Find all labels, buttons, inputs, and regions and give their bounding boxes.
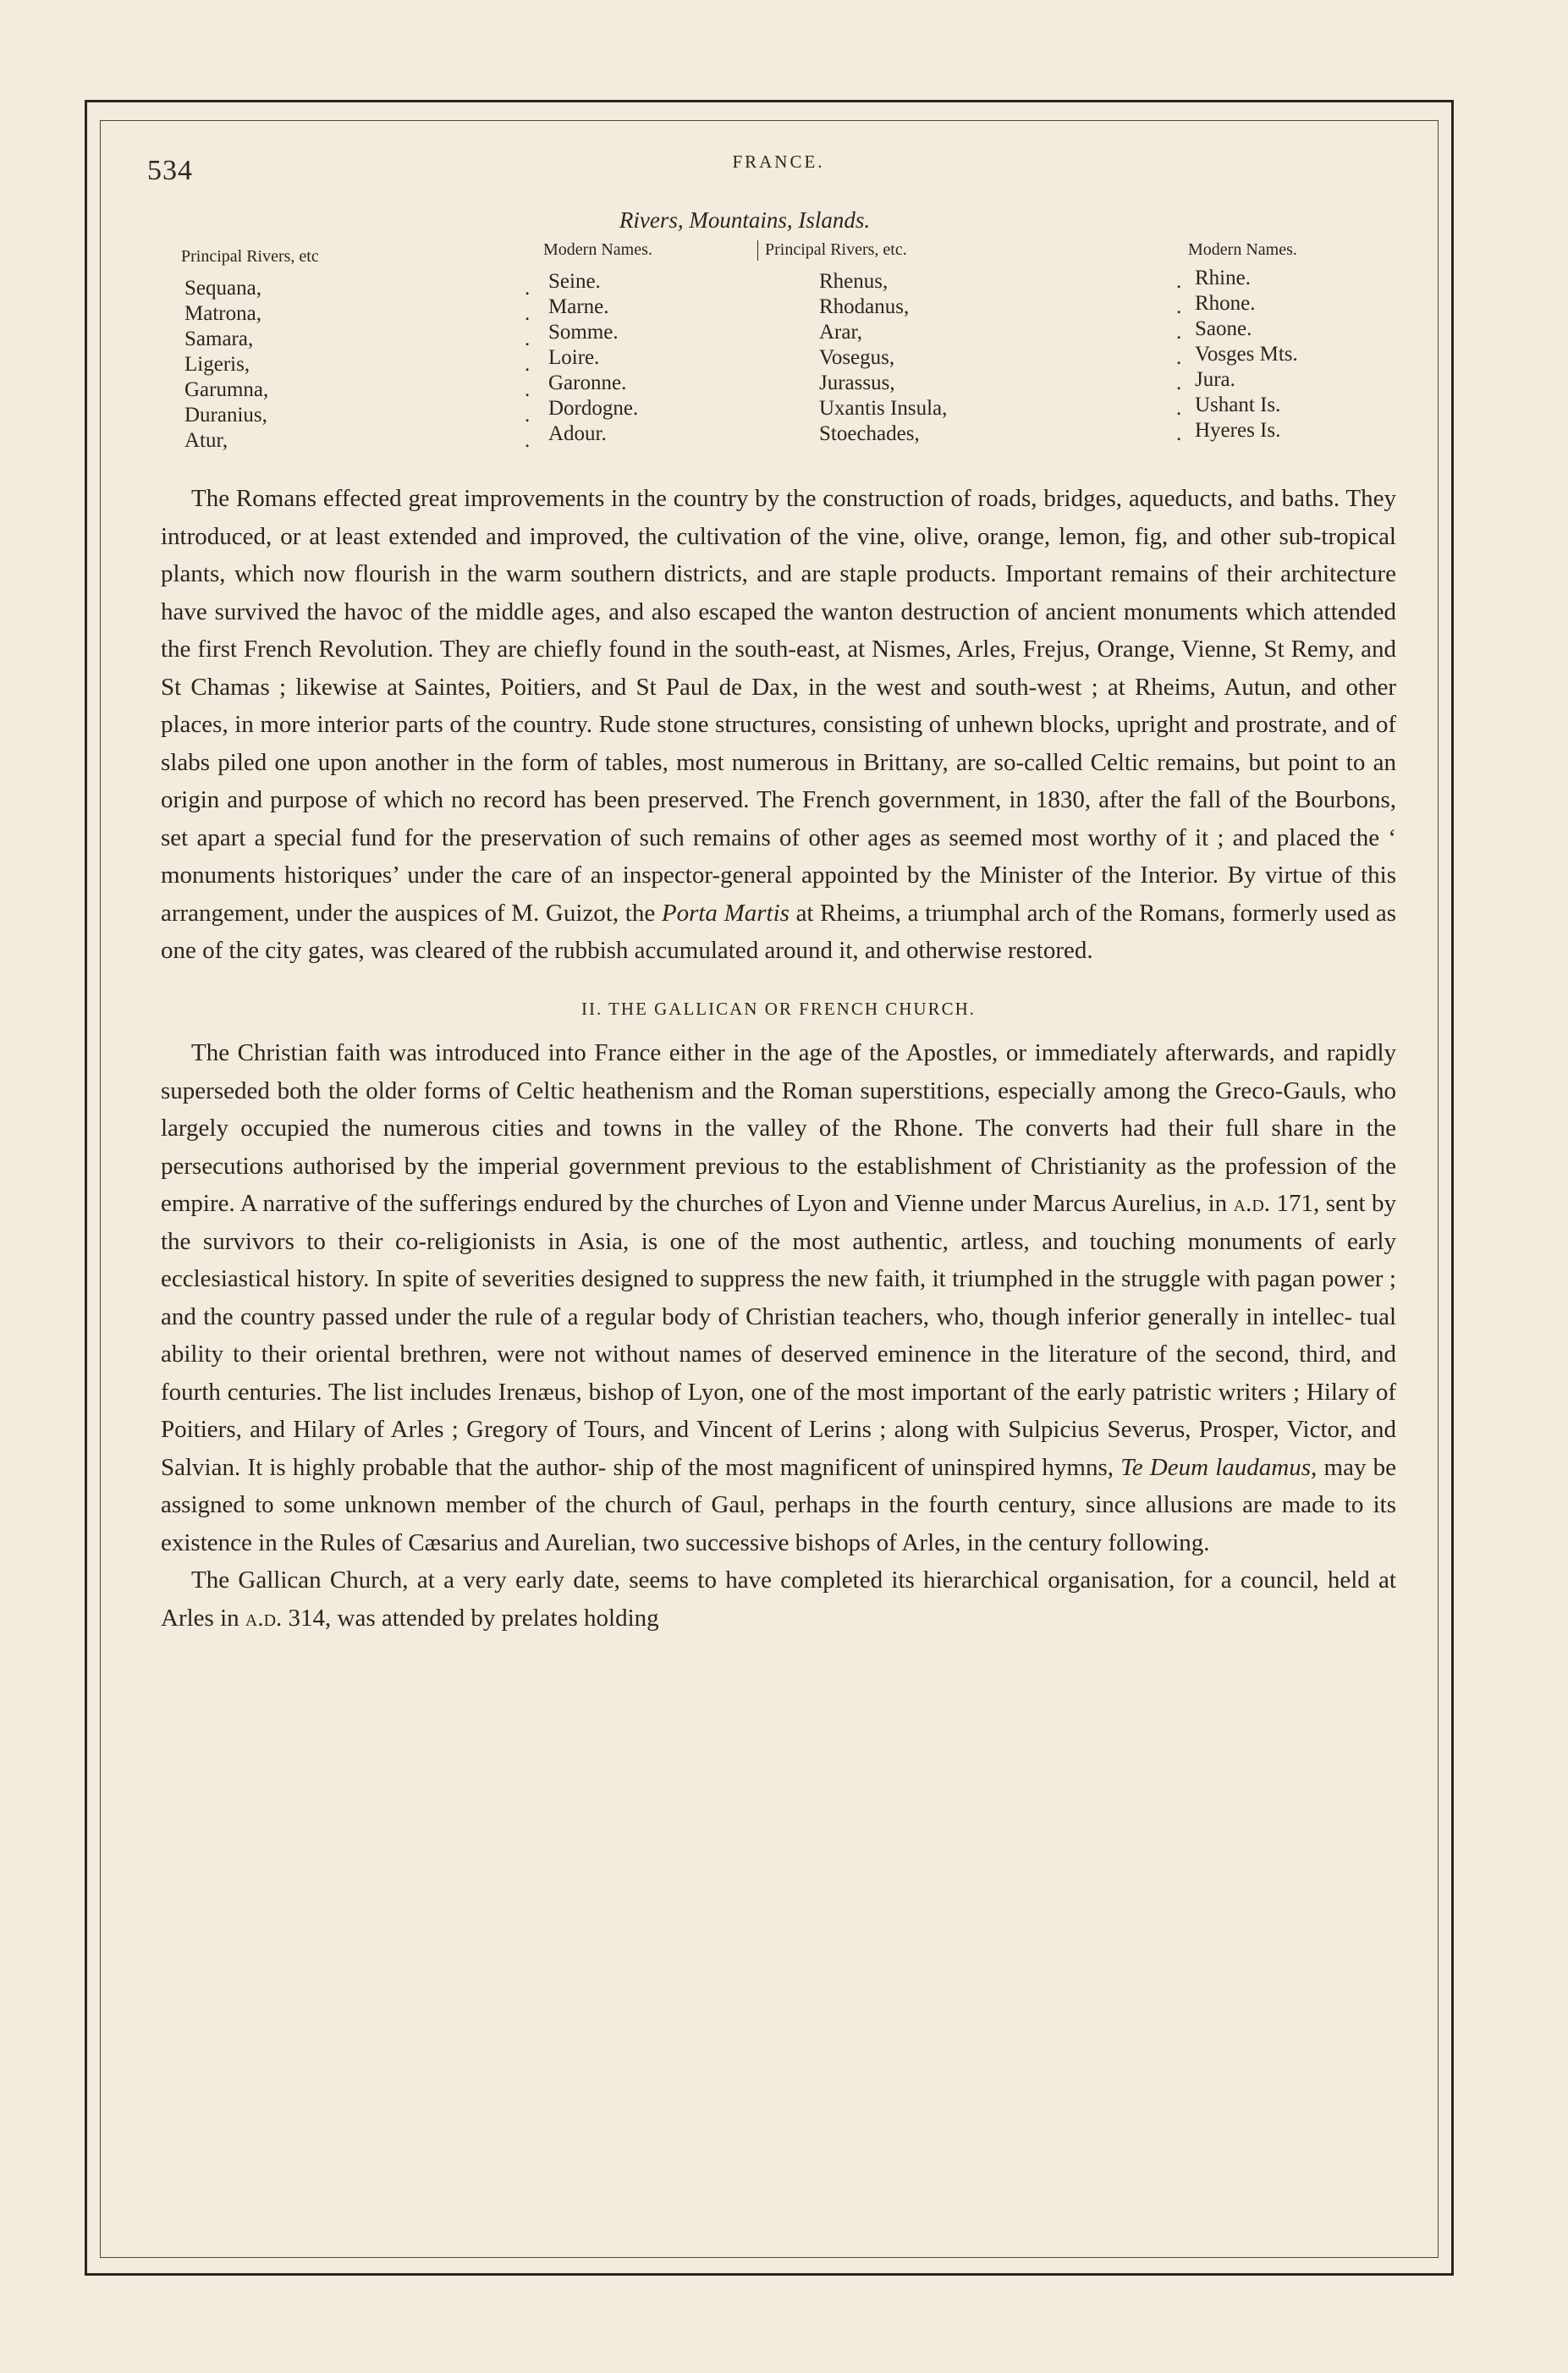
right-rivers-head: Principal Rivers, etc.: [765, 240, 907, 259]
paragraph-text: 314, was attended by prelates holding: [288, 1604, 659, 1632]
right-modern-name: Jura.: [1195, 368, 1235, 391]
paragraph-text: The Christian faith was introduced into France either in the age of the Apostles, or immediately afterwards, and rapidly superseded both the older forms of Celtic heathenism and the Roman superstitions, especially among the Greco-Gauls, who largely occupied the numerous cities and towns in the valley of the Rhone. The converts had their full share in the persecutions authorised by the imperial government previous to the establishment of Christianity as the profession of the empire. A narrative of the sufferings endured by the churches of Lyon and Vienne under Marcus Aurelius, in: [161, 1039, 1396, 1217]
left-rivers-list: [184, 276, 268, 454]
left-modern-name: Loire.: [548, 346, 600, 369]
leader-dot: .: [1176, 321, 1182, 344]
left-modern-name: Dordogne.: [548, 397, 639, 420]
column-divider: [757, 240, 758, 261]
paragraph-text: at Rheims, a triumphal arch of the Romans, formerly used as one of the city gates, was cleared of the rubbish accumulated around it, and otherwise restored.: [161, 899, 1397, 964]
right-river: Vosegus,: [819, 346, 895, 369]
leader-dot: .: [1176, 372, 1182, 394]
leader-dot: .: [525, 404, 531, 427]
paragraph-roman-remains: [161, 480, 1396, 970]
running-head: FRANCE.: [732, 151, 825, 172]
left-river: Atur,: [184, 429, 228, 452]
leader-dot: .: [525, 302, 531, 325]
right-modern-head: Modern Names.: [1188, 240, 1297, 259]
left-modern-head: Modern Names.: [543, 240, 652, 259]
right-modern-list: [1195, 266, 1298, 443]
left-river: Matrona,: [184, 302, 261, 325]
right-river: Rhodanus,: [819, 295, 910, 318]
left-modern-name: Somme.: [548, 321, 619, 344]
right-modern-name: Saone.: [1195, 317, 1252, 340]
left-rivers-head: Principal Rivers, etc: [181, 247, 319, 266]
left-river: Ligeris,: [184, 353, 250, 376]
leader-dot: .: [1176, 346, 1182, 369]
leader-dot: .: [525, 378, 531, 401]
table-title: Rivers, Mountains, Islands.: [619, 207, 871, 233]
right-modern-name: Ushant Is.: [1195, 394, 1281, 416]
page-header: [147, 148, 1396, 189]
right-river: Jurassus,: [819, 372, 895, 394]
leader-dot: .: [1176, 397, 1182, 420]
right-modern-name: Rhine.: [1195, 267, 1251, 289]
right-dots-list: [1176, 269, 1181, 447]
right-river: Rhenus,: [819, 270, 889, 293]
leader-dot: .: [525, 277, 531, 300]
right-river: Stoechades,: [819, 422, 920, 445]
left-modern-name: Marne.: [548, 295, 609, 318]
italic-term: Te Deum laudamus,: [1120, 1453, 1318, 1481]
paragraph-gallican-church: [161, 1561, 1396, 1637]
right-rivers-list: [819, 269, 947, 447]
left-dots-list: [525, 276, 530, 454]
right-modern-name: Rhone.: [1195, 292, 1256, 315]
leader-dot: .: [525, 328, 531, 350]
leader-dot: .: [525, 429, 531, 452]
left-modern-list: [548, 269, 638, 447]
left-modern-name: Seine.: [548, 270, 601, 293]
right-modern-name: Hyeres Is.: [1195, 419, 1281, 442]
leader-dot: .: [1176, 270, 1182, 293]
left-modern-name: Adour.: [548, 422, 607, 445]
right-river: Uxantis Insula,: [819, 397, 948, 420]
left-river: Garumna,: [184, 378, 269, 401]
left-modern-name: Garonne.: [548, 372, 627, 394]
section-heading: II. THE GALLICAN OR FRENCH CHURCH.: [580, 998, 977, 1019]
paragraph-text: The Gallican Church, at a very early date, seems to have completed its hierarchical organisation, for a council, held at Arles in: [161, 1566, 1396, 1632]
left-river: Sequana,: [184, 277, 261, 300]
paragraph-text: may be assigned to some unknown member of the church of Gaul, perhaps in the fourth century, since allusions are made to its existence in the Rules of Cæsarius and Aurelian, two successive bishops of Arles, in the century following.: [161, 1453, 1397, 1556]
right-modern-name: Vosges Mts.: [1195, 343, 1298, 366]
right-river: Arar,: [819, 321, 863, 344]
paragraph-text: 171, sent by the survivors to their co-religionists in Asia, is one of the most authentic, artless, and touching monuments of early ecclesiastical history. In spite of severities designed to suppress the new faith, it triumphed in the struggle with pagan power ; and the country passed under the rule of a regular body of Christian teachers, who, though inferior generally in intellec- tual ability to their oriental brethren, were not without names of deserved eminence in the literature of the second, third, and fourth centuries. The list includes Irenæus, bishop of Lyon, one of the most important of the early patristic writers ; Hilary of Poitiers, and Hilary of Arles ; Gregory of Tours, and Vincent of Lerins ; along with Sulpicius Severus, Prosper, Victor, and Salvian. It is highly probable that the author- ship of the most magnificent of uninspired hymns,: [161, 1190, 1397, 1481]
leader-dot: .: [525, 353, 531, 376]
paragraph-christian-faith: [161, 1034, 1396, 1561]
leader-dot: .: [1176, 422, 1182, 445]
left-river: Samara,: [184, 328, 254, 350]
left-river: Duranius,: [184, 404, 267, 427]
era-abbreviation: a.d.: [1233, 1190, 1271, 1217]
leader-dot: .: [1176, 295, 1182, 318]
italic-term: Porta Martis: [661, 899, 790, 927]
page-content: [147, 148, 1397, 1637]
names-table: [161, 239, 1396, 480]
body-text: [161, 480, 1396, 1637]
page-number: 534: [147, 155, 193, 186]
paragraph-text: The Romans effected great improvements in the country by the construction of roads, bridges, aqueducts, and baths. They introduced, or at least extended and improved, the cultivation of the vine, olive, orange, lemon, fig, and other sub-tropical plants, which now flourish in the warm southern districts, and are staple products. Important remains of their architecture have survived the havoc of the middle ages, and also escaped the wanton destruction of ancient monuments which attended the first French Revolution. They are chiefly found in the south-east, at Nismes, Arles, Frejus, Orange, Vienne, St Remy, and St Chamas ; likewise at Saintes, Poitiers, and St Paul de Dax, in the west and south-west ; at Rheims, Autun, and other places, in more interior parts of the country. Rude stone structures, consisting of unhewn blocks, upright and prostrate, and of slabs piled one upon another in the form of tables, most numerous in Brittany, are so-called Celtic remains, but point to an origin and purpose of which no record has been preserved. The French government, in 1830, after the fall of the Bourbons, set apart a special fund for the preservation of such remains of other ages as seemed most worthy of it ; and placed the ‘ monuments historiques’ under the care of an inspector-general appointed by the Minister of the Interior. By virtue of this arrangement, under the auspices of M. Guizot, the: [161, 485, 1396, 927]
era-abbreviation: a.d.: [245, 1604, 283, 1632]
